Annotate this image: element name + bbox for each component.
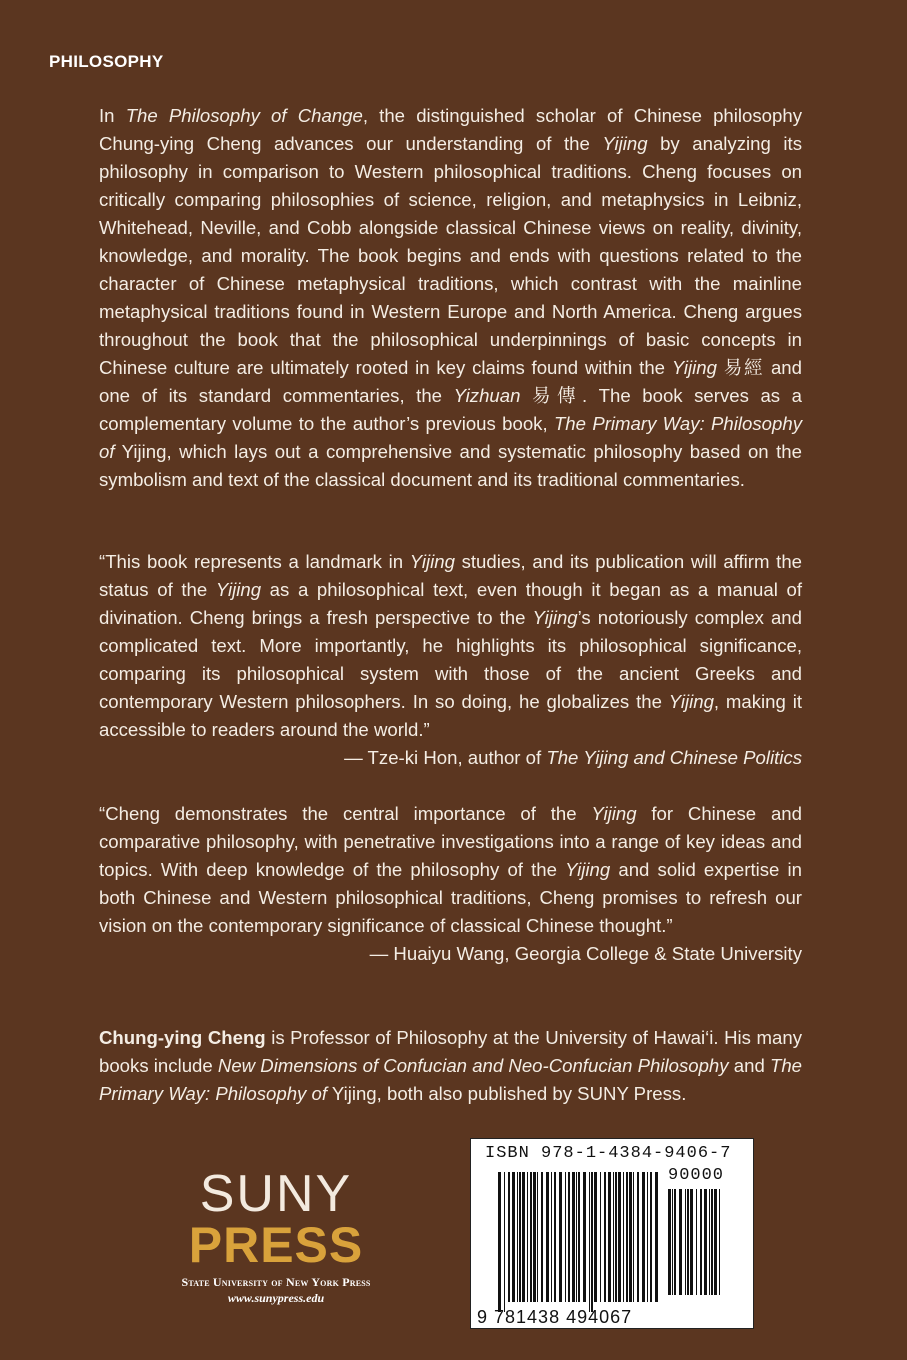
barcode-bar [647,1172,648,1302]
publisher-full-name: State University of New York Press [181,1275,371,1289]
author-bio: Chung-ying Cheng is Professor of Philosophy at the University of Hawai‘i. His many books include New Dimensions of Confucian and Neo-Confucian Philosophy and The Primary Way: Philosophy of Yijing, both also published by SUNY Press. [99,1027,803,1104]
logo-suny-text: SUNY [199,1165,353,1223]
barcode-bar [568,1172,570,1302]
barcode-bar [541,1172,543,1302]
barcode-bar [650,1172,652,1302]
barcode-bar [551,1172,552,1302]
barcode-bar [589,1172,590,1312]
logo-press-text: PRESS [188,1217,364,1273]
barcode-bar [679,1189,682,1295]
barcode-bar [572,1172,575,1302]
isbn-number: ISBN 978-1-4384-9406-7 [485,1144,732,1163]
barcode-bar [709,1189,710,1295]
barcode-bar [512,1172,515,1302]
barcode-bar [674,1189,676,1295]
quote-1-attribution: — Tze-ki Hon, author of The Yijing and Chinese Politics [344,747,802,768]
barcode-bar [508,1172,510,1302]
barcode-bar [623,1172,624,1302]
barcode-bar [613,1172,614,1302]
barcode-bar [690,1189,693,1295]
barcode-bar [672,1189,673,1295]
barcode-bar [576,1172,577,1302]
barcode-bar [533,1172,536,1302]
barcode-bar [714,1189,717,1295]
price-addon-number: 90000 [668,1166,725,1185]
barcode-bar [522,1172,525,1302]
barcode-bar [498,1172,501,1312]
barcode-bar [504,1172,505,1312]
barcode-bar [559,1172,562,1302]
barcode-bar [642,1172,645,1302]
author-name: Chung-ying Cheng [99,1027,266,1048]
publisher-url: www.sunypress.edu [227,1291,325,1305]
barcode-bar [637,1172,639,1302]
barcode-bar [546,1172,549,1302]
barcode-bar [530,1172,532,1302]
barcode-bar [687,1189,689,1295]
barcode-bar [565,1172,566,1302]
barcode-bar [594,1172,597,1302]
barcode-bar [517,1172,518,1302]
barcode-bar [608,1172,611,1302]
category-label: PHILOSOPHY [49,52,164,71]
barcode-bar [537,1172,538,1302]
barcode-bar [578,1172,580,1302]
barcode-bar [583,1172,586,1302]
barcode-bar [604,1172,606,1302]
endorsement-quote-2: “Cheng demonstrates the central importance of the Yijing for Chinese and comparative philosophy, with penetrative investigations into a range of key ideas and topics. With deep knowledge of the philosophy of the Yijing and solid expertise in both Chinese and Western philosophical traditions, Cheng promises to refresh our vision on the contemporary significance of classical Chinese thought.” — Huaiyu Wang, Georgia College & State University [99,800,802,968]
book-description: In The Philosophy of Change, the distinguished scholar of Chinese philosophy Chung-ying Cheng advances our understanding of the Yijing by analyzing its philosophy in comparison to Western philosophical traditions. Cheng focuses on critically comparing philosophies of science, religion, and metaphysics in Leibniz, Whitehead, Neville, and Cobb alongside classical Chinese views on reality, divinity, knowledge, and morality. The book begins and ends with questions related to the character of Chinese metaphysical traditions, which contrast with the mainline metaphysical traditions found in Western Europe and North America. Cheng argues throughout the book that the philosophical underpinnings of basic concepts in Chinese culture are ultimately rooted in key claims found within the Yijing 易經 and one of its standard commentaries, the Yizhuan 易傳. The book serves as a complementary volume to the author’s previous book, The Primary Way: Philosophy of Yijing, which lays out a comprehensive and systematic philosophy based on the symbolism and text of the classical document and its traditional commentaries. [99,105,802,490]
main-barcode-bars [498,1172,658,1312]
barcode-bar [719,1189,720,1295]
barcode-bar [626,1172,628,1302]
barcode-bar [519,1172,521,1302]
quote-2-attribution: — Huaiyu Wang, Georgia College & State University [369,943,802,964]
barcode-bar [711,1189,713,1295]
isbn-barcode [470,1138,754,1329]
barcode-bar [704,1189,707,1295]
ean-number: 9 781438 494067 [477,1307,633,1327]
barcode-bar [668,1189,671,1295]
barcode-bar [527,1172,528,1302]
barcode-bar [615,1172,617,1302]
endorsement-quote-1: “This book represents a landmark in Yijing studies, and its publication will affirm the status of the Yijing as a philosophical text, even though it began as a manual of divination. Cheng brings a fresh perspective to the Yijing’s notoriously complex and complicated text. More importantly, he highlights its philosophical significance, comparing its philosophical system with those of the ancient Greeks and contemporary Western philosophers. In so doing, he globalizes the Yijing, making it accessible to readers around the world.” — Tze-ki Hon, author of The Yijing and Chinese Politics [99,548,802,772]
barcode-bar [629,1172,632,1302]
publisher-logo [141,1165,411,1306]
barcode-bar [696,1189,697,1295]
barcode-bar [554,1172,556,1302]
barcode-bar [700,1189,702,1295]
addon-barcode-bars [668,1189,726,1305]
barcode-bar [655,1172,658,1302]
barcode-bar [591,1172,593,1312]
barcode-bar [685,1189,686,1295]
barcode-bar [618,1172,621,1302]
barcode-bar [633,1172,634,1302]
barcode-bar [600,1172,601,1302]
